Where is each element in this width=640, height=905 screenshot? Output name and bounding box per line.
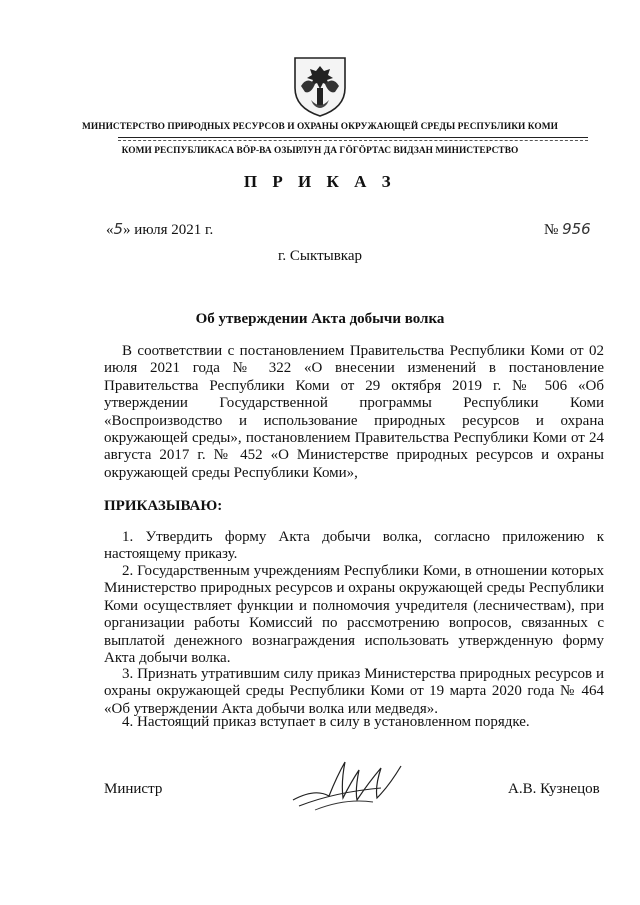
date-open-quote: «	[106, 222, 114, 238]
order-heading: ПРИКАЗЫВАЮ:	[104, 498, 223, 514]
city: г. Сыктывкар	[277, 248, 363, 264]
document-title: П Р И К А З	[243, 172, 397, 191]
order-item-2: 2. Государственным учреждениям Республики Коми, в отношении которых Министерство природных ресурсов и охраны окружающей среды Республики Коми осуществляет функции и полномочия учредителя (лесничествам), при организации работы Комиссий по рассмотрению вопросов, связанных с выплатой денежного вознаграждения использовать утвержденную форму Акта добычи волка.	[104, 563, 604, 667]
header-rule	[118, 137, 588, 138]
preamble-paragraph: В соответствии с постановлением Правительства Республики Коми от 02 июля 2021 года № 322 «О внесении изменений в постановление Правительства Республики Коми от 29 октября 2019 г. № 506 «Об утверждении Государственной программы Республики Коми «Воспроизводство и использование природных ресурсов и охрана окружающей среды», постановлением Правительства Республики Коми от 24 августа 2017 г. № 452 «О Министерстве природных ресурсов и охраны окружающей среды Республики Коми»,	[104, 343, 604, 481]
handwritten-signature	[285, 752, 405, 814]
header-rule-dashed	[118, 140, 588, 141]
number-prefix: №	[544, 222, 563, 238]
ministry-name-russian: МИНИСТЕРСТВО ПРИРОДНЫХ РЕСУРСОВ И ОХРАНЫ ОКРУЖАЮЩЕЙ СРЕДЫ РЕСПУБЛИКИ КОМИ	[82, 122, 558, 132]
komi-republic-coat-of-arms-icon	[287, 52, 353, 118]
order-item-4: 4. Настоящий приказ вступает в силу в установленном порядке.	[122, 714, 530, 730]
handwritten-number: 956	[562, 220, 591, 238]
date-month-year: » июля 2021 г.	[123, 222, 214, 238]
order-item-3: 3. Признать утратившим силу приказ Министерства природных ресурсов и охраны окружающей среды Республики Коми от 19 марта 2020 года № 464 «Об утверждении Акта добычи волка или медведя».	[104, 666, 604, 717]
document-number	[544, 220, 591, 239]
handwritten-day: 5	[113, 220, 124, 238]
ministry-name-komi: КОМИ РЕСПУБЛИКАСА ВӦР-ВА ОЗЫРЛУН ДА ГӦГӦРТАС ВИДЗАН МИНИСТЕРСТВО	[121, 146, 519, 156]
signatory-name: А.В. Кузнецов	[508, 781, 600, 797]
document-subject: Об утверждении Акта добычи волка	[195, 311, 445, 327]
signatory-position: Министр	[104, 781, 163, 797]
document-date	[106, 220, 213, 239]
order-item-1: 1. Утвердить форму Акта добычи волка, согласно приложению к настоящему приказу.	[104, 529, 604, 563]
